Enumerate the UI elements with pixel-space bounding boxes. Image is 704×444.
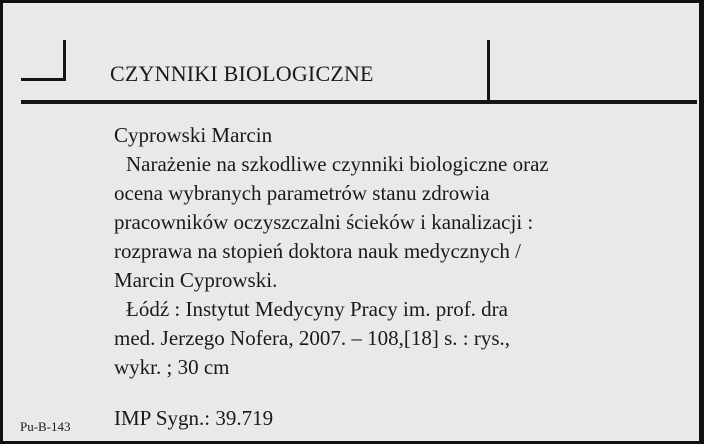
card-code: Pu-B-143 — [20, 419, 71, 434]
author-name: Cyprowski Marcin — [114, 123, 273, 147]
imprint-line: wykr. ; 30 cm — [114, 355, 230, 379]
bibliographic-entry — [114, 121, 634, 382]
title-line: ocena wybranych parametrów stanu zdrowia — [114, 181, 490, 205]
title-line: Narażenie na szkodliwe czynniki biologiczne oraz — [126, 152, 549, 176]
title-line: pracowników oczyszczalni ścieków i kanalizacji : — [114, 210, 534, 234]
imprint-line: med. Jerzego Nofera, 2007. – 108,[18] s. : rys., — [114, 326, 510, 350]
subject-heading: CZYNNIKI BIOLOGICZNE — [110, 61, 374, 86]
heading-rule — [21, 100, 697, 104]
corner-bracket-vertical — [63, 40, 66, 81]
title-line: Marcin Cyprowski. — [114, 268, 278, 292]
title-line: rozprawa na stopień doktora nauk medycznych / — [114, 239, 522, 263]
corner-bracket-horizontal — [21, 78, 66, 81]
imprint-line: Łódź : Instytut Medycyny Pracy im. prof. dra — [126, 297, 508, 321]
call-number: IMP Sygn.: 39.719 — [114, 406, 274, 430]
heading-divider-vertical — [487, 40, 490, 102]
